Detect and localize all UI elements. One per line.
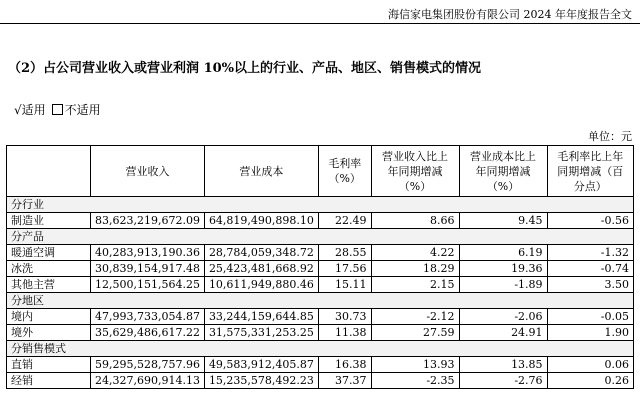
cell-revenue: 35,629,486,617.22 xyxy=(90,325,204,341)
cell-cost: 49,583,912,405.87 xyxy=(204,357,318,373)
cell-cost-yoy: -2.06 xyxy=(459,309,547,325)
table-row xyxy=(7,277,634,293)
cell-gross-margin: 16.38 xyxy=(318,357,371,373)
applicability-options xyxy=(14,101,101,118)
cell-margin-yoy: -0.56 xyxy=(547,213,633,229)
segment-revenue-table xyxy=(6,145,634,389)
row-label: 境内 xyxy=(7,309,91,325)
cell-cost: 28,784,059,348.72 xyxy=(204,245,318,261)
table-row xyxy=(7,357,634,373)
header-margin-yoy: 毛利率比上年 同期增减（百 分点） xyxy=(547,146,633,197)
cell-revenue-yoy: 8.66 xyxy=(371,213,459,229)
cell-gross-margin: 28.55 xyxy=(318,245,371,261)
cell-revenue-yoy: -2.12 xyxy=(371,309,459,325)
table-row xyxy=(7,245,634,261)
row-label: 境外 xyxy=(7,325,91,341)
cell-margin-yoy: -0.74 xyxy=(547,261,633,277)
not-applicable-label: 不适用 xyxy=(64,103,101,117)
header-cost: 营业成本 xyxy=(204,146,318,197)
unit-label: 单位：元 xyxy=(588,130,632,143)
header-divider xyxy=(0,23,640,24)
group-header-row xyxy=(7,341,634,357)
cell-cost: 31,575,331,253.25 xyxy=(204,325,318,341)
cell-cost-yoy: 13.85 xyxy=(459,357,547,373)
group-header-row xyxy=(7,229,634,245)
table-row xyxy=(7,309,634,325)
cell-revenue: 12,500,151,564.25 xyxy=(90,277,204,293)
group-header-row xyxy=(7,197,634,213)
cell-cost: 25,423,481,668.92 xyxy=(204,261,318,277)
row-label: 暖通空调 xyxy=(7,245,91,261)
cell-revenue-yoy: 27.59 xyxy=(371,325,459,341)
cell-gross-margin: 30.73 xyxy=(318,309,371,325)
header-cost-yoy: 营业成本比上 年同期增减 （%） xyxy=(459,146,547,197)
group-label: 分销售模式 xyxy=(7,341,634,357)
cell-margin-yoy: -1.32 xyxy=(547,245,633,261)
row-label: 冰洗 xyxy=(7,261,91,277)
table-body xyxy=(7,197,634,389)
cell-revenue-yoy: 2.15 xyxy=(371,277,459,293)
row-label: 直销 xyxy=(7,357,91,373)
cell-revenue: 47,993,733,054.87 xyxy=(90,309,204,325)
cell-cost-yoy: 6.19 xyxy=(459,245,547,261)
cell-revenue: 83,623,219,672.09 xyxy=(90,213,204,229)
cell-revenue-yoy: 4.22 xyxy=(371,245,459,261)
group-label: 分产品 xyxy=(7,229,634,245)
cell-gross-margin: 37.37 xyxy=(318,373,371,389)
cell-revenue: 24,327,690,914.13 xyxy=(90,373,204,389)
cell-revenue-yoy: 18.29 xyxy=(371,261,459,277)
cell-gross-margin: 15.11 xyxy=(318,277,371,293)
table-row xyxy=(7,213,634,229)
cell-revenue: 59,295,528,757.96 xyxy=(90,357,204,373)
cell-cost-yoy: 24.91 xyxy=(459,325,547,341)
cell-gross-margin: 17.56 xyxy=(318,261,371,277)
cell-gross-margin: 11.38 xyxy=(318,325,371,341)
cell-cost-yoy: 9.45 xyxy=(459,213,547,229)
report-header: 海信家电集团股份有限公司 2024 年年度报告全文 xyxy=(388,8,632,21)
check-mark-icon: √ xyxy=(14,103,22,117)
row-label: 制造业 xyxy=(7,213,91,229)
cell-cost: 10,611,949,880.46 xyxy=(204,277,318,293)
cell-margin-yoy: -0.05 xyxy=(547,309,633,325)
group-header-row xyxy=(7,293,634,309)
cell-cost: 33,244,159,644.85 xyxy=(204,309,318,325)
table-row xyxy=(7,261,634,277)
cell-revenue-yoy: -2.35 xyxy=(371,373,459,389)
cell-cost: 15,235,578,492.23 xyxy=(204,373,318,389)
cell-revenue-yoy: 13.93 xyxy=(371,357,459,373)
header-revenue: 营业收入 xyxy=(90,146,204,197)
cell-cost: 64,819,490,898.10 xyxy=(204,213,318,229)
table-row xyxy=(7,373,634,389)
cell-cost-yoy: -1.89 xyxy=(459,277,547,293)
header-gross-margin: 毛利率 （%） xyxy=(318,146,371,197)
row-label: 其他主营 xyxy=(7,277,91,293)
header-revenue-yoy: 营业收入比上 年同期增减 （%） xyxy=(371,146,459,197)
group-label: 分行业 xyxy=(7,197,634,213)
cell-gross-margin: 22.49 xyxy=(318,213,371,229)
cell-margin-yoy: 3.50 xyxy=(547,277,633,293)
cell-margin-yoy: 0.26 xyxy=(547,373,633,389)
cell-cost-yoy: 19.36 xyxy=(459,261,547,277)
cell-revenue: 30,839,154,917.48 xyxy=(90,261,204,277)
table-row xyxy=(7,325,634,341)
applicable-label: 适用 xyxy=(21,103,46,117)
cell-revenue: 40,283,913,190.36 xyxy=(90,245,204,261)
group-label: 分地区 xyxy=(7,293,634,309)
cell-cost-yoy: -2.76 xyxy=(459,373,547,389)
table-header-row xyxy=(7,146,634,197)
cell-margin-yoy: 0.06 xyxy=(547,357,633,373)
section-title: （2）占公司营业收入或营业利润 10%以上的行业、产品、地区、销售模式的情况 xyxy=(8,61,482,76)
cell-margin-yoy: 1.90 xyxy=(547,325,633,341)
row-label: 经销 xyxy=(7,373,91,389)
empty-checkbox-icon xyxy=(52,104,63,115)
header-blank xyxy=(7,146,91,197)
